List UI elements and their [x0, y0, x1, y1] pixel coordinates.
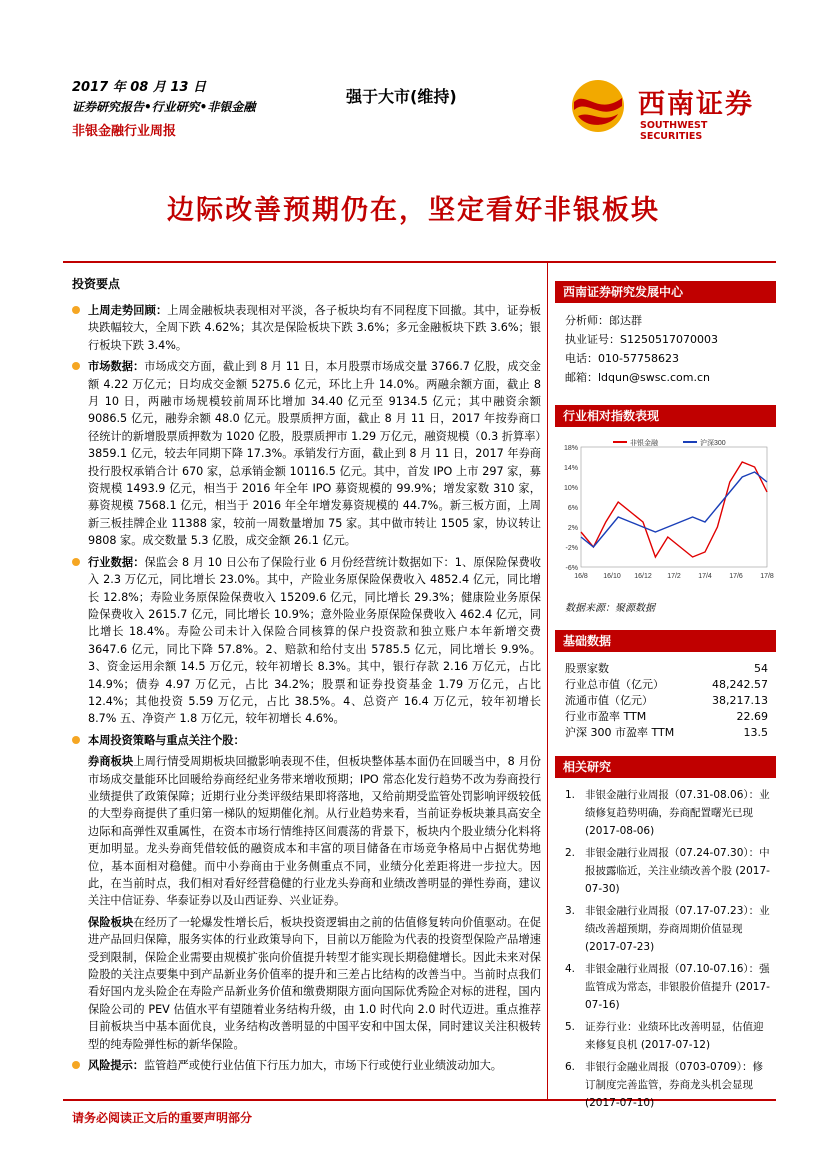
basic-data-header: 基础数据	[555, 630, 776, 652]
basic-data-value: 54	[754, 661, 768, 675]
x-tick-label: 16/10	[603, 573, 621, 580]
basic-data-row	[555, 676, 776, 692]
related-report-title: 非银金融行业周报（07.10-07.16）：强监管成为常态，非银股价值提升 (2017-07-16)	[585, 963, 770, 1011]
investment-summary	[66, 272, 541, 1078]
basic-data-row	[555, 724, 776, 740]
insurance-sector: 保险板块在经历了一轮爆发性增长后，板块投资逻辑由之前的估值修复转向价值驱动。在促进产品回归保障，服务实体的行业政策导向下，目前以万能险为代表的投资型保险产品增速受到限制，保险企业需要由规模扩张向价值提升转型才能实现长期稳健增长。因此未来对保险股的关注点要集中到产品新业务价值率的提升和三差占比结构的改善当中。当前时点我们看好国内龙头险企在寿险产品新业务价值和缴费期限方面向国际优秀险企对标的进程，国内保险公司的 PEV 估值水平有望随着业务结构升级，由 1.0 时代向 2.0 时代迈进。重点推荐目前板块当中基本面优良，业务结构改善明显的中国平安和中国太保，同时建议关注积极转型的纯寿险弹性标的新华保险。	[88, 915, 541, 1051]
related-report-item[interactable]	[555, 1018, 776, 1054]
basic-data-key: 股票家数	[565, 662, 609, 675]
related-report-title: 非银行金融业周报（0703-0709）：修订制度完善监管，券商龙头机会显现 (2017-07-10)	[585, 1061, 763, 1109]
related-research-list	[555, 786, 776, 1112]
logo-english-name: SOUTHWEST SECURITIES	[640, 120, 708, 142]
relative-index-chart	[555, 435, 776, 595]
y-tick-label: 6%	[567, 505, 578, 512]
basic-data-table	[555, 660, 776, 740]
related-report-title: 非银金融行业周报（07.24-07.30）：中报披露临近，关注业绩改善个股 (2017-07-30)	[585, 847, 770, 895]
report-date: 2017 年 08 月 13 日	[72, 80, 206, 95]
y-tick-label: 2%	[567, 525, 578, 532]
bullet-icon	[72, 1061, 80, 1069]
y-tick-label: -6%	[565, 565, 578, 572]
related-report-item[interactable]	[555, 844, 776, 898]
industry-data: 行业数据：保监会 8 月 10 日公布了保险行业 6 月份经营统计数据如下：1、原保险保费收入 2.3 万亿元，同比增长 23.0%。其中，产险业务原保险保费收入 4852.4 亿元，同比增长 12.8%；寿险业务原保险保费收入 15209.6 亿元，同比增长 29.3%；健康险业务原保险保费收入 2615.7 亿元，同比增长 10.9%；意外险业务原保险保费收入 462.4 亿元，同比增长 18.4%。寿险公司未计入保险合同核算的保户投资款和独立账户本年新增交费 3647.6 亿元，同比下降 57.8%。2、赔款和给付支出 5785.5 亿元，同比增长 9.9%。3、资金运用余额 14.5 万亿元，较年初增长 8.3%。其中，银行存款 2.16 万亿元，占比 14.9%；债券 4.97 万亿元，占比 34.2%；股票和证券投资基金 1.79 万亿元，占比 12.4%；其他投资 5.59 万亿元，占比 38.5%。4、总资产 16.4 万亿元，较年初增长 8.7% 五、净资产 1.8 万亿元，较年初增长 4.6%。	[66, 554, 541, 728]
weekly-review: 上周走势回顾：上周金融板块表现相对平淡，各子板块均有不同程度下回撤。其中，证券板块跌幅较大，全周下跌 4.62%；其次是保险板块下跌 3.6%；多元金融板块下跌 3.6%；银行板块下跌 3.4%。	[66, 302, 541, 354]
related-research-header: 相关研究	[555, 756, 776, 778]
industry-rating: 强于大市(维持)	[346, 87, 457, 106]
y-tick-label: -2%	[565, 545, 578, 552]
logo-mark-icon	[568, 76, 630, 136]
analyst-phone: 电话：010-57758623	[565, 352, 679, 365]
brokerage-sector: 券商板块上周行情受周期板块回撤影响表现不佳，但板块整体基本面仍在回暖当中，8 月份市场成交量能环比回暖给券商经纪业务带来增收预期；IPO 常态化发行趋势不改为券商投行业绩提供了政策保障；近期行业分类评级结果即将落地，又给前期受监管处罚影响评级较低的大型券商提供了重归第一梯队的短期催化剂。从行业趋势来看，当前证券板块兼具高安全边际和高弹性双重属性，在资本市场行情维持区间震荡的背景下，板块内个股业绩分化料将更加明显。龙头券商凭借较低的融资成本和丰富的项目储备在市场竞争格局中占据优势地位，基本面相对稳健。而中小券商由于业务侧重点不同，业绩分化差距将进一步拉大。因此，在当前时点，我们相对看好经营稳健的行业龙头券商和业绩改善明显的弹性券商，建议关注中信证券、华泰证券以及山西证券、兴业证券。	[88, 755, 541, 908]
basic-data-value: 48,242.57	[712, 677, 768, 691]
related-report-title: 非银金融行业周报（07.17-07.23）：业绩改善超预期，券商周期价值显现 (2017-07-23)	[585, 905, 770, 953]
risk-warning: 风险提示：监管趋严或使行业估值下行压力加大，市场下行或使行业业绩波动加大。	[66, 1057, 541, 1074]
related-report-number: 4.	[565, 963, 576, 975]
bullet-icon	[72, 362, 80, 370]
related-report-title: 证券行业：业绩环比改善明显，估值迎来修复良机 (2017-07-12)	[585, 1021, 764, 1051]
related-report-number: 2.	[565, 847, 576, 859]
chart-canvas	[555, 435, 776, 595]
strategy-heading: 本周投资策略与重点关注个股：	[66, 732, 541, 749]
basic-data-value: 13.5	[743, 725, 768, 739]
basic-data-key: 流通市值（亿元）	[565, 694, 653, 707]
basic-data-value: 22.69	[736, 709, 768, 723]
basic-data-key: 行业市盈率 TTM	[565, 710, 647, 723]
basic-data-row	[555, 660, 776, 676]
x-tick-label: 16/8	[574, 573, 588, 580]
y-tick-label: 10%	[563, 485, 578, 492]
column-divider	[547, 263, 548, 1099]
logo-chinese-name: 西南证券	[638, 89, 754, 120]
related-report-item[interactable]	[555, 902, 776, 956]
related-report-item[interactable]	[555, 960, 776, 1014]
report-title: 边际改善预期仍在，坚定看好非银板块	[167, 195, 660, 226]
related-report-number: 5.	[565, 1021, 576, 1033]
bullet-icon	[72, 736, 80, 744]
market-data: 市场数据：市场成交方面，截止到 8 月 11 日，本月股票市场成交量 3766.7 亿股，成交金额 4.22 万亿元；日均成交金额 5275.6 亿元，环比上升 14.0%。两融余额方面，截止 8 月 10 日，两融市场规模较前周环比增加 34.40 亿元至 9134.5 亿元；其中融资余额 9086.5 亿元，融券余额 48.0 亿元。股票质押方面，截止 8 月 11 日，2017 年按券商口径统计的新增股票质押数为 1020 亿股，股票质押市 1.29 万亿元，融资规模（0.3 折算率）3859.1 亿元，较去年同期下降 17.3%。承销发行方面，截止到 8 月 11 日，2017 年券商投行股权承销合计 670 家，总承销金额 10116.5 亿元。其中，首发 IPO 上市 297 家，募资规模 1493.9 亿元，相当于 2016 年全年 IPO 募资规模的 99.9%；增发家数 310 家，募资规模 7568.1 亿元，相当于 2016 年全年增发募资规模的 44.7%。新三板方面，上周新三板挂牌企业 11388 家，较前一周数量增加 75 家。其中做市转让 1505 家，协议转让 9808 家。成交数量 5.3 亿股，成交金额 26.1 亿元。	[66, 358, 541, 549]
series-line-csi300	[581, 472, 767, 547]
related-report-number: 3.	[565, 905, 576, 917]
bullet-icon	[72, 558, 80, 566]
x-tick-label: 17/8	[760, 573, 774, 580]
x-tick-label: 17/4	[698, 573, 712, 580]
basic-data-row	[555, 692, 776, 708]
report-type: 证券研究报告•行业研究•非银金融	[72, 100, 256, 114]
chart-source: 数据来源：聚源数据	[565, 603, 655, 614]
legend-label: 沪深300	[700, 440, 726, 447]
x-tick-label: 16/12	[634, 573, 652, 580]
related-report-number: 1.	[565, 789, 576, 801]
analyst-email[interactable]: 邮箱：ldqun@swsc.com.cn	[565, 371, 710, 384]
legend-label: 非银金融	[630, 440, 658, 447]
x-tick-label: 17/2	[667, 573, 681, 580]
top-divider	[63, 261, 776, 263]
plot-frame	[581, 447, 767, 567]
summary-heading: 投资要点	[72, 277, 121, 291]
basic-data-key: 沪深 300 市盈率 TTM	[565, 726, 675, 739]
basic-data-key: 行业总市值（亿元）	[565, 678, 664, 691]
related-report-title: 非银金融行业周报（07.31-08.06）：业绩修复趋势明确，券商配置曙光已现 (2017-08-06)	[585, 789, 770, 837]
bullet-icon	[72, 306, 80, 314]
y-tick-label: 18%	[563, 445, 578, 452]
x-tick-label: 17/6	[729, 573, 743, 580]
license-number: 执业证号：S1250517070003	[565, 333, 718, 346]
chart-box-header: 行业相对指数表现	[555, 405, 776, 427]
basic-data-row	[555, 708, 776, 724]
sidebar	[555, 281, 776, 1116]
related-report-number: 6.	[565, 1061, 576, 1073]
company-logo	[568, 76, 763, 142]
basic-data-value: 38,217.13	[712, 693, 768, 707]
research-center-header: 西南证券研究发展中心	[555, 281, 776, 303]
disclaimer-footer: 请务必阅读正文后的重要声明部分	[72, 1111, 253, 1125]
y-tick-label: 14%	[563, 465, 578, 472]
related-report-item[interactable]	[555, 1058, 776, 1112]
series-line-nonbank	[581, 462, 767, 557]
analyst-name: 分析师：郎达群	[565, 314, 642, 327]
report-series: 非银金融行业周报	[72, 124, 177, 139]
related-report-item[interactable]	[555, 786, 776, 840]
